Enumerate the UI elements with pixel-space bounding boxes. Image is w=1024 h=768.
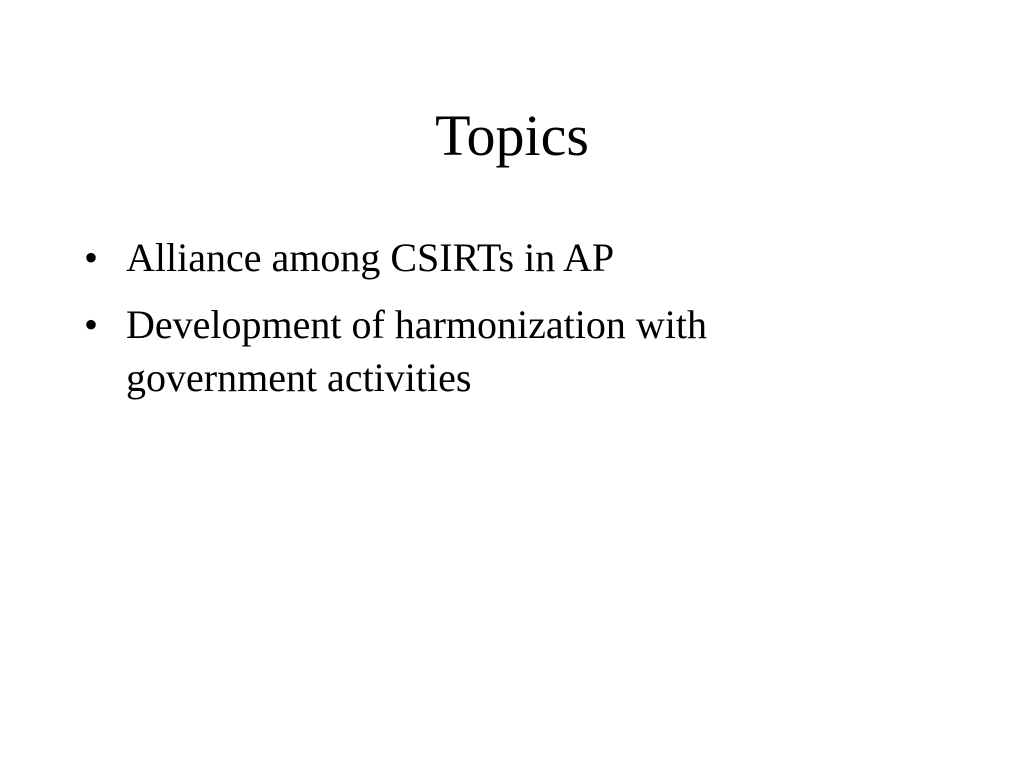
- bullet-marker: •: [84, 302, 99, 347]
- bullet-list: [84, 231, 864, 418]
- bullet-item: [84, 298, 864, 404]
- bullet-text: Development of harmonization with government activities: [126, 302, 707, 400]
- bullet-text: Alliance among CSIRTs in AP: [126, 235, 615, 280]
- slide-title: Topics: [435, 103, 589, 168]
- bullet-marker: •: [84, 235, 99, 280]
- bullet-item: [84, 231, 864, 284]
